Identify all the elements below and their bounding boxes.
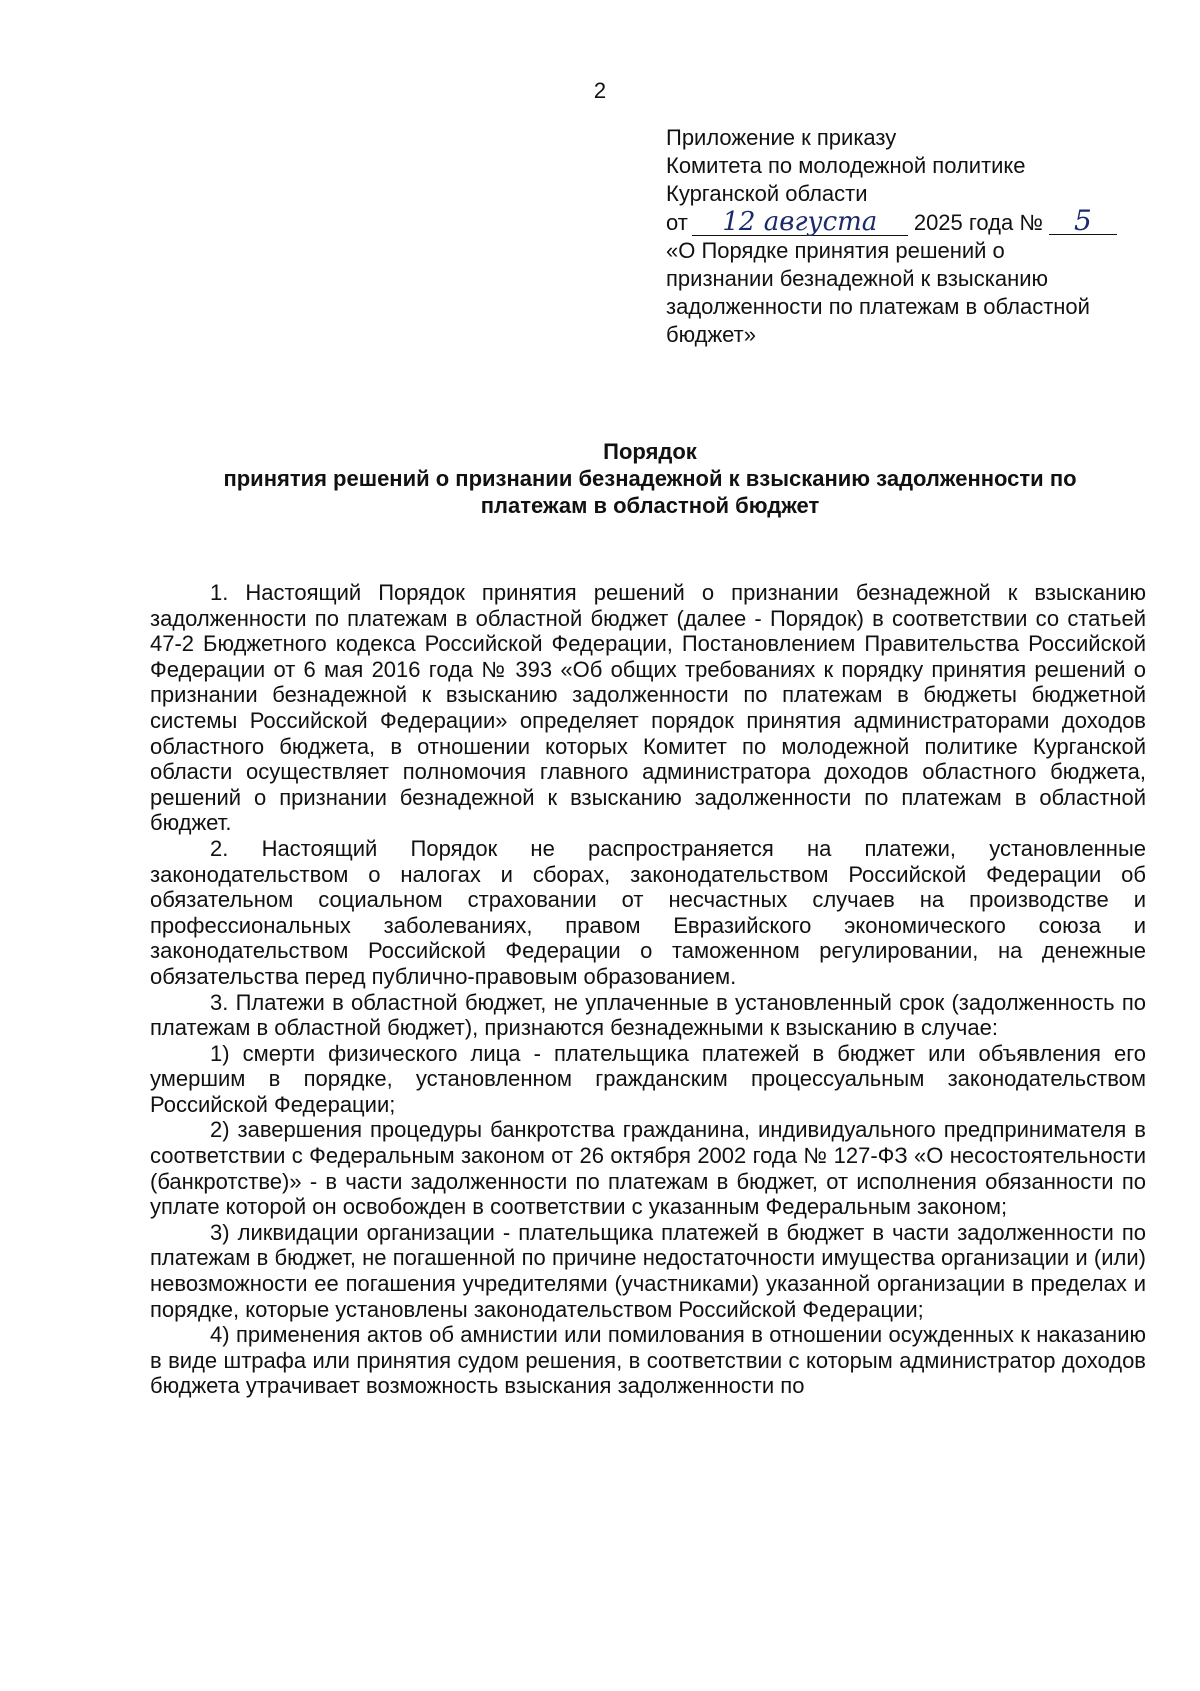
handwritten-date: 12 августа xyxy=(692,209,908,236)
annex-date-prefix: от xyxy=(666,210,688,235)
annex-line-8: бюджет» xyxy=(666,322,756,347)
annex-line-1: Приложение к приказу xyxy=(666,125,897,150)
annex-line-7: задолженности по платежам в областной xyxy=(666,294,1090,319)
document-body xyxy=(150,580,1146,1399)
annex-line-3: Курганской области xyxy=(666,181,868,206)
title-line-2: принятия решений о признании безнадежной к взысканию задолженности по xyxy=(223,466,1077,491)
annex-line-2: Комитета по молодежной политике xyxy=(666,153,1026,178)
paragraph-1: 1. Настоящий Порядок принятия решений о признании безнадежной к взысканию задолженности по платежам в областной бюджет (далее - Порядок) в соответствии со статьей 47-2 Бюджетного кодекса Российской Федерации, Постановлением Правительства Российской Федерации от 6 мая 2016 года № 393 «Об общих требованиях к порядку принятия решений о признании безнадежной к взысканию задолженности по платежам в бюджеты бюджетной системы Российской Федерации» определяет порядок принятия администраторами доходов областного бюджета, в отношении которых Комитет по молодежной политике Курганской области осуществляет полномочия главного администратора доходов областного бюджета, решений о признании безнадежной к взысканию задолженности по платежам в областной бюджет. xyxy=(150,580,1146,836)
paragraph-3-item-3: 3) ликвидации организации - плательщика платежей в бюджет в части задолженности по платежам в бюджет, не погашенной по причине недостаточности имущества организации и (или) невозможности ее погашения учредителями (участниками) указанной организации в пределах и порядке, которые установлены законодательством Российской Федерации; xyxy=(150,1219,1146,1322)
handwritten-order-number: 5 xyxy=(1049,208,1117,235)
paragraph-3: 3. Платежи в областной бюджет, не уплаченные в установленный срок (задолженность по платежам в областной бюджет), признаются безнадежными к взысканию в случае: xyxy=(150,989,1146,1041)
paragraph-2: 2. Настоящий Порядок не распространяется на платежи, установленные законодательством о налогах и сборах, законодательством Российской Федерации об обязательном социальном страховании от несчастных случаев на производстве и профессиональных заболеваниях, правом Евразийского экономического союза и законодательством Российской Федерации о таможенном регулировании, на денежные обязательства перед публично-правовым образованием. xyxy=(150,835,1146,989)
annex-line-5: «О Порядке принятия решений о xyxy=(666,238,1005,263)
paragraph-3-item-2: 2) завершения процедуры банкротства гражданина, индивидуального предпринимателя в соответствии с Федеральным законом от 26 октября 2002 года № 127-ФЗ «О несостоятельности (банкротстве)» - в части задолженности по платежам в бюджет, от исполнения обязанности по уплате которой он освобожден в соответствии с указанным Федеральным законом; xyxy=(150,1117,1146,1220)
annex-date-line xyxy=(666,204,1166,237)
paragraph-3-item-4: 4) применения актов об амнистии или помилования в отношении осужденных к наказанию в виде штрафа или принятия судом решения, в соответствии с которым администратор доходов бюджета утрачивает возможность взыскания задолженности по xyxy=(150,1322,1146,1399)
annex-line-6: признании безнадежной к взысканию xyxy=(666,266,1049,291)
annex-block xyxy=(666,124,1166,349)
page-number: 2 xyxy=(593,78,607,103)
title-line-3: платежам в областной бюджет xyxy=(480,493,820,518)
title-line-1: Порядок xyxy=(603,439,697,464)
document-title xyxy=(150,438,1150,519)
paragraph-3-item-1: 1) смерти физического лица - плательщика платежей в бюджет или объявления его умершим в порядке, установленном гражданским процессуальным законодательством Российской Федерации; xyxy=(150,1040,1146,1117)
annex-date-year: 2025 года № xyxy=(913,210,1043,235)
